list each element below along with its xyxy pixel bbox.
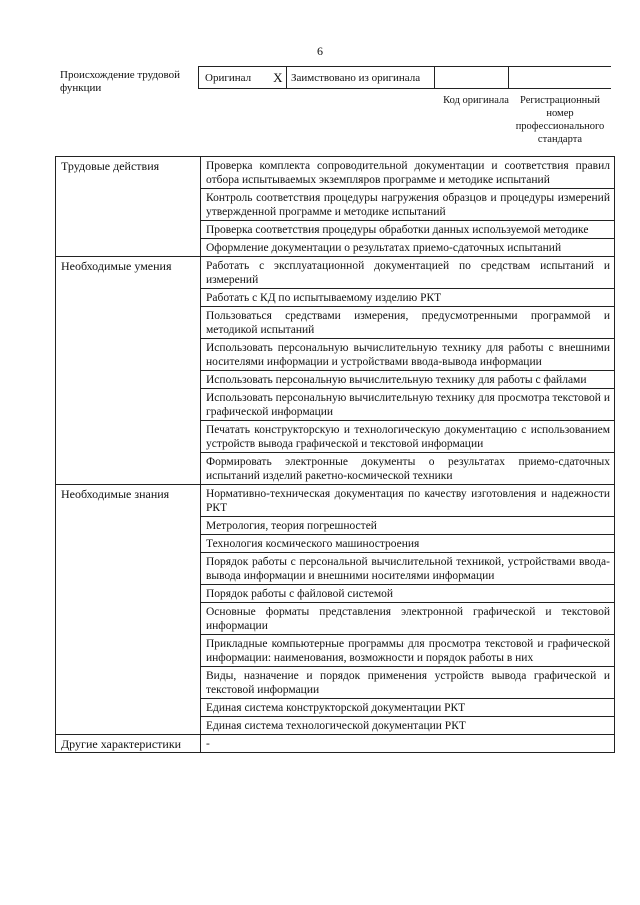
section-label: Другие характеристики xyxy=(56,735,201,753)
section-item: Печатать конструкторскую и технологическую документацию с использованием устройств вывода графической и текстовой информации xyxy=(201,421,615,453)
code-cell xyxy=(435,67,507,88)
borrowed-label: Заимствовано из оригинала xyxy=(291,71,421,84)
section-item: Прикладные компьютерные программы для просмотра текстовой и графической информации: наименования, возможности и порядок работы в них xyxy=(201,635,615,667)
section-item: Использовать персональную вычислительную технику для просмотра текстовой и графической информации xyxy=(201,389,615,421)
section-item: Метрология, теория погрешностей xyxy=(201,517,615,535)
section-item: Пользоваться средствами измерения, предусмотренными программой и методикой испытаний xyxy=(201,307,615,339)
section-item: Оформление документации о результатах приемо-сдаточных испытаний xyxy=(201,239,615,257)
section-item: Нормативно-техническая документация по качеству изготовления и надежности РКТ xyxy=(201,485,615,517)
section-item: Работать с КД по испытываемому изделию РКТ xyxy=(201,289,615,307)
section-item: Использовать персональную вычислительную технику для работы с файлами xyxy=(201,371,615,389)
function-table-body xyxy=(56,157,615,753)
original-label: Оригинал xyxy=(205,71,252,84)
section-item: Порядок работы с персональной вычислительной техникой, устройствами ввода-вывода информации и внешними носителями информации xyxy=(201,553,615,585)
function-table xyxy=(55,156,615,753)
section-label: Трудовые действия xyxy=(56,157,201,257)
table-row xyxy=(56,485,615,517)
section-item: Единая система конструкторской документации РКТ xyxy=(201,699,615,717)
reg-caption: Регистрационный номер профессионального стандарта xyxy=(515,95,605,145)
table-row xyxy=(56,257,615,289)
origin-box xyxy=(198,66,509,89)
section-label: Необходимые умения xyxy=(56,257,201,485)
section-item: Формировать электронные документы о результатах приемо-сдаточных испытаний изделий ракетно-космической техники xyxy=(201,453,615,485)
borrowed-cell xyxy=(287,67,435,88)
page-number: 6 xyxy=(317,44,323,58)
original-mark: X xyxy=(273,69,283,85)
table-row xyxy=(56,735,615,753)
section-item: Основные форматы представления электронной графической и текстовой информации xyxy=(201,603,615,635)
origin-label: Происхождение трудовой функции xyxy=(60,69,181,94)
section-item: Единая система технологической документации РКТ xyxy=(201,717,615,735)
section-item: - xyxy=(201,735,615,753)
table-row xyxy=(56,157,615,189)
section-item: Проверка комплекта сопроводительной документации и соответствия правил отбора испытываемых экземпляров программе и методике испытаний xyxy=(201,157,615,189)
original-cell xyxy=(199,67,287,88)
section-label: Необходимые знания xyxy=(56,485,201,735)
code-caption: Код оригинала xyxy=(443,95,509,106)
reg-number-cell xyxy=(509,66,611,89)
section-item: Виды, назначение и порядок применения устройств вывода графической и текстовой информации xyxy=(201,667,615,699)
section-item: Проверка соответствия процедуры обработки данных используемой методике xyxy=(201,221,615,239)
section-item: Использовать персональную вычислительную технику для работы с внешними носителями информации и устройствами ввода-вывода информации xyxy=(201,339,615,371)
section-item: Порядок работы с файловой системой xyxy=(201,585,615,603)
section-item: Контроль соответствия процедуры нагружения образцов и процедуры измерений утвержденной программе и методике испытаний xyxy=(201,189,615,221)
section-item: Технология космического машиностроения xyxy=(201,535,615,553)
section-item: Работать с эксплуатационной документацией по средствам испытаний и измерений xyxy=(201,257,615,289)
